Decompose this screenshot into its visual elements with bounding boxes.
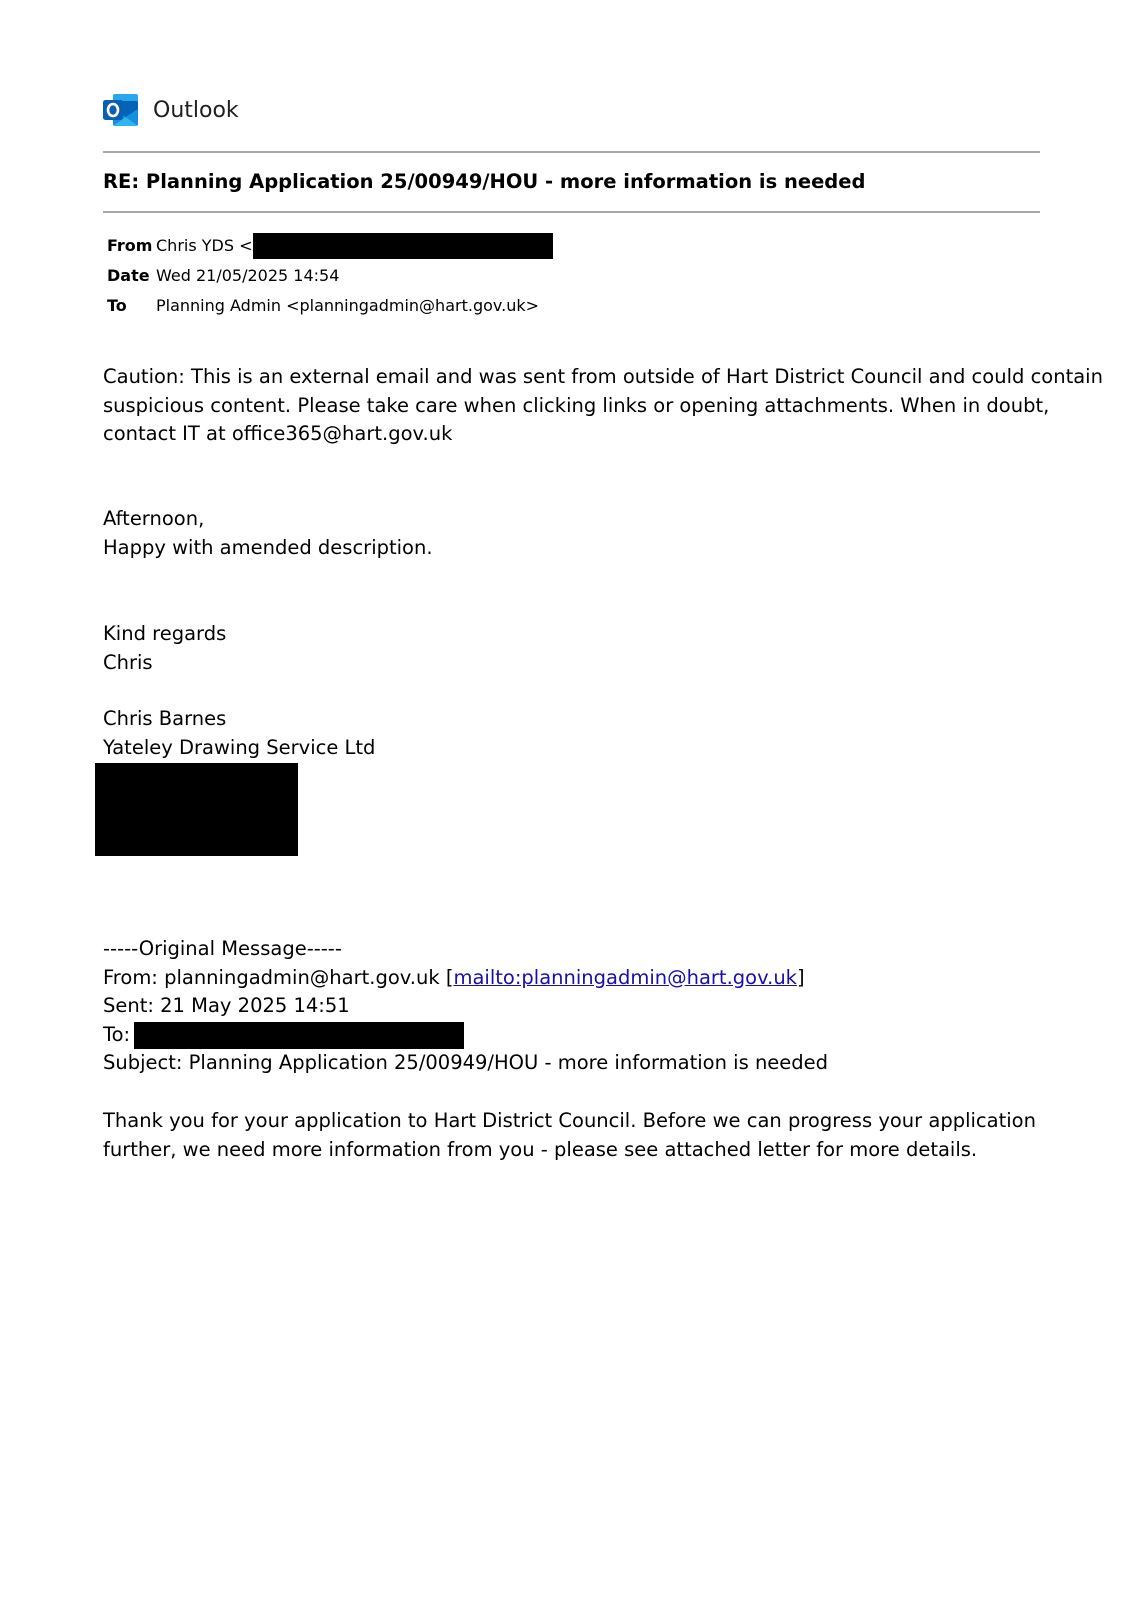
outlook-logo-icon <box>103 93 139 127</box>
original-from-suffix: ] <box>796 965 805 989</box>
caution-notice <box>103 363 1103 449</box>
email-meta <box>107 231 553 321</box>
redaction-box <box>134 1022 464 1049</box>
caution-line: Caution: This is an external email and was sent from outside of Hart District Council and could contain <box>103 365 1103 388</box>
mailto-link[interactable]: mailto:planningadmin@hart.gov.uk <box>453 965 797 989</box>
meta-date-row <box>107 261 553 291</box>
header-divider-bottom <box>103 211 1040 213</box>
meta-from-row <box>107 231 553 261</box>
sender-short-name: Chris <box>103 650 153 674</box>
date-value: Wed 21/05/2025 14:54 <box>156 266 340 285</box>
original-to <box>103 1021 828 1050</box>
from-value: Chris YDS < <box>156 236 253 255</box>
sign-off <box>103 620 226 677</box>
caution-line: contact IT at office365@hart.gov.uk <box>103 422 453 445</box>
outlook-brand <box>103 92 239 128</box>
to-value: Planning Admin <planningadmin@hart.gov.uk> <box>156 296 540 315</box>
app-name: Outlook <box>153 97 239 123</box>
original-message-line: Thank you for your application to Hart District Council. Before we can progress your application <box>103 1109 1036 1132</box>
email-subject: RE: Planning Application 25/00949/HOU - more information is needed <box>103 170 866 193</box>
original-from <box>103 964 828 993</box>
regards-text: Kind regards <box>103 622 227 645</box>
header-divider-top <box>103 151 1040 153</box>
to-label: To <box>107 296 127 315</box>
redaction-box <box>253 233 553 259</box>
original-from-prefix: From: planningadmin@hart.gov.uk [ <box>103 965 454 989</box>
signature <box>103 705 375 762</box>
signature-company: Yateley Drawing Service Ltd <box>103 735 376 759</box>
original-message <box>103 935 828 1078</box>
message-body <box>103 505 433 562</box>
caution-line: suspicious content. Please take care when clicking links or opening attachments. When in doubt, <box>103 393 1050 417</box>
message-text: Happy with amended description. <box>103 535 433 559</box>
signature-name: Chris Barnes <box>103 707 227 730</box>
from-label: From <box>107 236 153 255</box>
original-sent: Sent: 21 May 2025 14:51 <box>103 994 350 1017</box>
original-message-line: further, we need more information from you - please see attached letter for more details. <box>103 1137 978 1161</box>
meta-to-row <box>107 291 553 321</box>
greeting: Afternoon, <box>103 507 205 530</box>
original-divider: -----Original Message----- <box>103 937 342 960</box>
original-subject: Subject: Planning Application 25/00949/HOU - more information is needed <box>103 1051 829 1074</box>
original-message-body <box>103 1107 1036 1164</box>
redaction-box <box>95 763 298 856</box>
date-label: Date <box>107 266 150 285</box>
original-to-label: To: <box>103 1022 131 1046</box>
